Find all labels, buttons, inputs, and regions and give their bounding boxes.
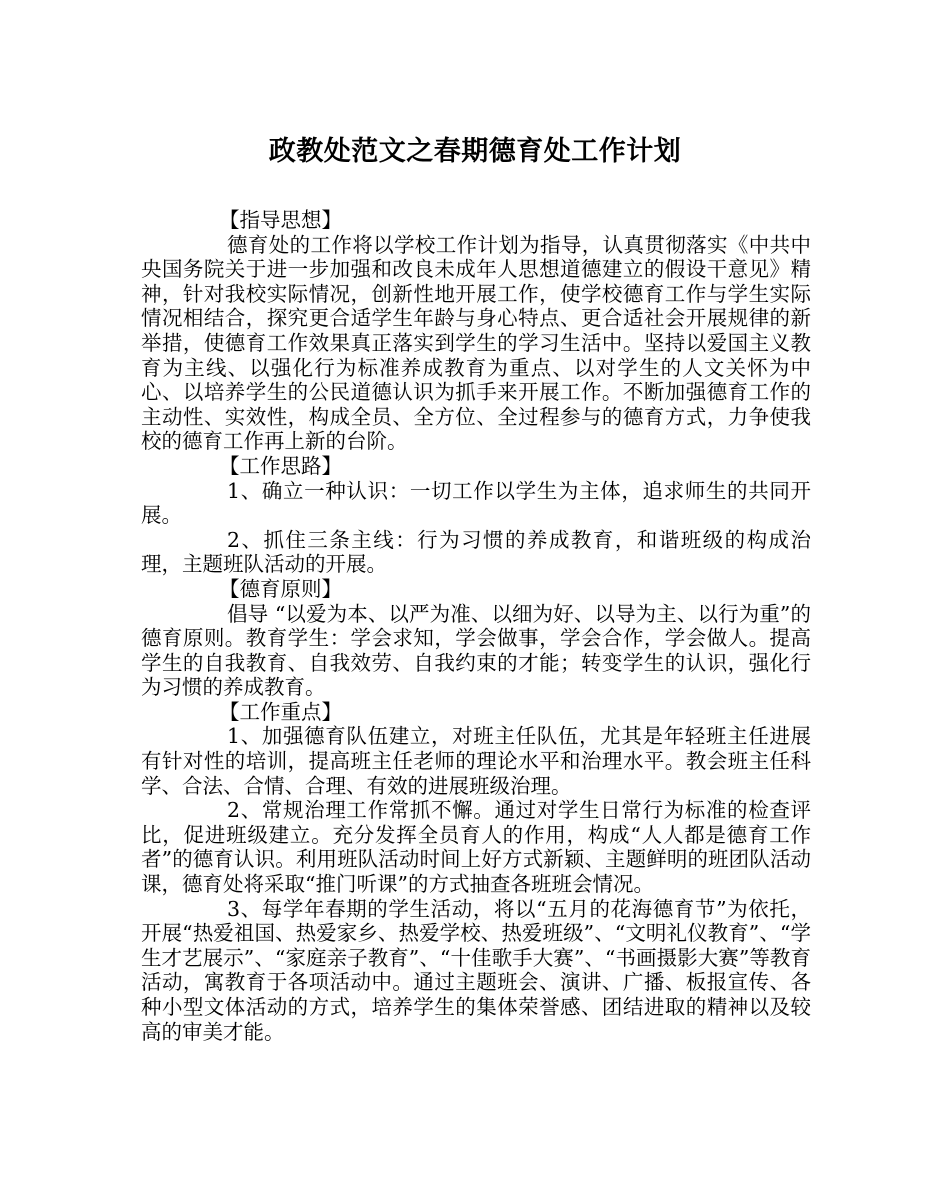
section-heading-work-focus: 【工作重点】 (219, 699, 342, 724)
paragraph-moral-principles: 倡导 “以爱为本、以严为准、以细为好、以导为主、以行为重”的德育原则。教育学生：学会求知，学会做事，学会合作，学会做人。提高学生的自我教育、自我效劳、自我约束的才能；转变学生的认识，强化行为习惯的养成教育。 (141, 601, 811, 700)
document-title: 政教处范文之春期德育处工作计划 (268, 136, 682, 167)
paragraph-work-approach-1: 1、确立一种认识：一切工作以学生为主体，追求师生的共同开展。 (141, 478, 811, 528)
paragraph-guiding-ideology: 德育处的工作将以学校工作计划为指导，认真贯彻落实《中共中央国务院关于进一步加强和改良未成年人思想道德建立的假设干意见》精神，针对我校实际情况，创新性地开展工作，使学校德育工作与学生实际情况相结合，探究更合适学生年龄与身心特点、更合适社会开展规律的新举措，使德育工作效果真正落实到学生的学习生活中。坚持以爱国主义教育为主线、以强化行为标准养成教育为重点、以对学生的人文关怀为中心、以培养学生的公民道德认识为抓手来开展工作。不断加强德育工作的主动性、实效性，构成全员、全方位、全过程参与的德育方式，力争使我校的德育工作再上新的台阶。 (141, 232, 811, 454)
section-heading-work-approach: 【工作思路】 (219, 453, 342, 478)
paragraph-work-focus-2: 2、常规治理工作常抓不懈。通过对学生日常行为标准的检查评比，促进班级建立。充分发挥全员育人的作用，构成“人人都是德育工作者”的德育认识。利用班队活动时间上好方式新颖、主题鲜明的班团队活动课，德育处将采取“推门听课”的方式抽查各班班会情况。 (141, 798, 811, 897)
paragraph-work-approach-2: 2、抓住三条主线：行为习惯的养成教育，和谐班级的构成治理，主题班队活动的开展。 (141, 527, 811, 577)
section-heading-guiding-ideology: 【指导思想】 (219, 208, 342, 232)
section-heading-moral-principles: 【德育原则】 (219, 576, 342, 601)
document-body (141, 208, 811, 1044)
paragraph-work-focus-1: 1、加强德育队伍建立，对班主任队伍，尤其是年轻班主任进展有针对性的培训，提高班主任老师的理论水平和治理水平。教会班主任科学、合法、合情、合理、有效的进展班级治理。 (141, 724, 811, 798)
paragraph-work-focus-3: 3、每学年春期的学生活动，将以“五月的花海德育节”为依托，开展“热爱祖国、热爱家乡、热爱学校、热爱班级”、“文明礼仪教育”、“学生才艺展示”、“家庭亲子教育”、“十佳歌手大赛”、“书画摄影大赛”等教育活动，寓教育于各项活动中。通过主题班会、演讲、广播、板报宣传、各种小型文体活动的方式，培养学生的集体荣誉感、团结进取的精神以及较高的审美才能。 (141, 896, 811, 1044)
